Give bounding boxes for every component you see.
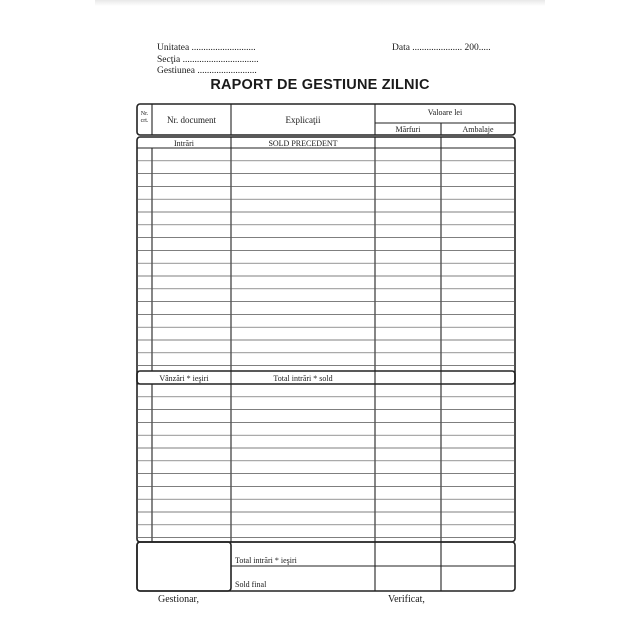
date-line: Data ..................... 200..... — [392, 43, 491, 53]
total-entries-exits-label: Total intrări * ieşiri — [235, 556, 297, 565]
total-entries-balance-label: Total intrări * sold — [273, 374, 333, 383]
entry-row-lines — [137, 161, 515, 366]
report-title: RAPORT DE GESTIUNE ZILNIC — [210, 77, 430, 93]
col-goods-label: Mărfuri — [395, 125, 421, 134]
final-balance-label: Sold final — [235, 580, 267, 589]
col-document-label: Nr. document — [167, 115, 216, 125]
section-line: Secţia ................................ — [157, 55, 259, 65]
management-line: Gestiunea ......................... — [157, 66, 257, 76]
unit-line: Unitatea ........................... — [157, 43, 256, 53]
previous-balance-label: SOLD PRECEDENT — [268, 138, 338, 148]
entries-label: Intrări — [174, 138, 194, 148]
sales-label: Vânzări * ieşiri — [159, 373, 209, 383]
verified-signature-label: Verificat, — [388, 594, 425, 605]
manager-signature-label: Gestionar, — [158, 594, 199, 605]
col-packaging-label: Ambalaje — [462, 125, 494, 134]
col-number-bottom: crt. — [140, 118, 149, 124]
col-number-top: Nr. — [140, 111, 149, 117]
col-explanations-label: Explicaţii — [285, 115, 321, 125]
col-value-group-label: Valoare lei — [427, 108, 463, 117]
totals-left-cell — [137, 542, 231, 591]
entries-block-frame — [137, 137, 515, 384]
sales-row-lines — [137, 397, 515, 538]
col-number-label — [137, 111, 152, 125]
